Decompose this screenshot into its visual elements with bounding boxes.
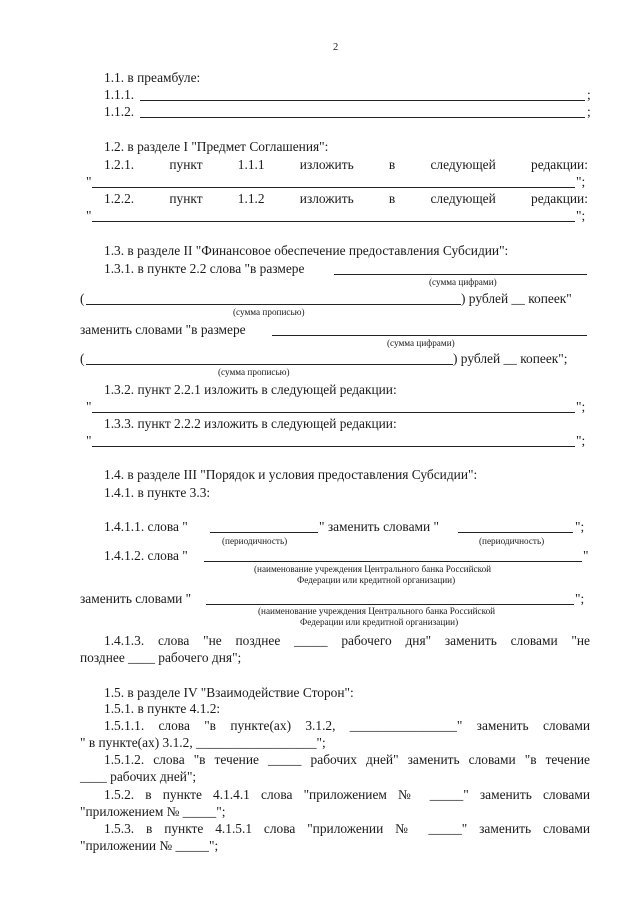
clause-1-1: 1.1. в преамбуле: xyxy=(104,70,201,85)
clause-1-4-1-1-end: "; xyxy=(575,519,585,534)
clause-1-2: 1.2. в разделе I "Предмет Соглашения": xyxy=(104,139,329,154)
clause-1-5-2-cont: "приложением № _____"; xyxy=(80,804,226,819)
word: изложить xyxy=(299,157,354,172)
clause-1-5-3: 1.5.3. в пункте 4.1.5.1 слова "приложении № _____" заменить словами xyxy=(104,821,590,836)
blank-1-1-1 xyxy=(140,100,585,101)
quote-close: "; xyxy=(576,174,586,189)
word: пункт xyxy=(169,157,203,172)
quote-close: "; xyxy=(575,591,585,606)
quote-close: "; xyxy=(576,208,586,223)
caption-bank-name-line2: Федерации или кредитной организации) xyxy=(300,617,459,627)
paren-open: ( xyxy=(80,351,85,366)
quote-close: " xyxy=(583,548,589,563)
word: следующей xyxy=(430,157,496,172)
replace-with-start: заменить словами " xyxy=(80,591,192,606)
clause-1-3-1: 1.3.1. в пункте 2.2 слова "в размере xyxy=(104,261,305,276)
blank-amount-digits xyxy=(334,274,587,275)
word: 1.2.1. xyxy=(104,157,135,172)
word: редакции: xyxy=(531,191,588,206)
clause-1-5-1-1: 1.5.1.1. слова "в пункте(ах) 3.1.2, ________________" заменить словами xyxy=(104,718,590,733)
clause-1-5-1: 1.5.1. в пункте 4.1.2: xyxy=(104,701,221,716)
blank-amount-words xyxy=(86,304,461,305)
caption-bank-name-line1: (наименование учреждения Центрального банка Российской xyxy=(254,564,492,574)
clause-1-2-1 xyxy=(104,157,588,173)
clause-1-3-3: 1.3.3. пункт 2.2.2 изложить в следующей редакции: xyxy=(104,416,397,431)
clause-1-1-1-number: 1.1.1. xyxy=(104,87,135,102)
caption-periodicity: (периодичность) xyxy=(222,536,288,546)
semicolon: ; xyxy=(587,104,591,119)
clause-1-4-1-1-mid: " заменить словами " xyxy=(319,519,439,534)
clause-1-3-2: 1.3.2. пункт 2.2.1 изложить в следующей редакции: xyxy=(104,382,397,397)
semicolon: ; xyxy=(587,87,591,102)
clause-1-1-2-number: 1.1.2. xyxy=(104,104,135,119)
blank-amount-digits xyxy=(272,335,587,336)
rubles-kopecks: ) рублей __ копеек" xyxy=(461,291,572,306)
caption-bank-name-line1: (наименование учреждения Центрального банка Российской xyxy=(258,606,496,616)
word: редакции: xyxy=(531,157,588,172)
blank-1-3-2 xyxy=(92,412,575,413)
quote-close: "; xyxy=(576,433,586,448)
quote-open: " xyxy=(86,433,92,448)
caption-amount-digits: (сумма цифрами) xyxy=(429,277,497,287)
clause-1-5-1-2: 1.5.1.2. слова "в течение _____ рабочих дней" заменить словами "в течение xyxy=(104,752,590,767)
quote-close: "; xyxy=(576,399,586,414)
clause-1-2-2 xyxy=(104,191,588,207)
clause-1-4-1-3: 1.4.1.3. слова "не позднее _____ рабочего дня" заменить словами "не xyxy=(104,633,590,648)
word: следующей xyxy=(430,191,496,206)
clause-1-5: 1.5. в разделе IV "Взаимодействие Сторон": xyxy=(104,685,354,700)
word: 1.1.2 xyxy=(237,191,265,206)
blank-1-2-2 xyxy=(92,221,575,222)
clause-1-4: 1.4. в разделе III "Порядок и условия предоставления Субсидии": xyxy=(104,467,478,482)
clause-1-5-1-2-cont: ____ рабочих дней"; xyxy=(80,769,197,784)
quote-open: " xyxy=(86,208,92,223)
rubles-kopecks: ) рублей __ копеек"; xyxy=(453,351,568,366)
quote-open: " xyxy=(86,399,92,414)
blank-bank-name xyxy=(206,604,574,605)
clause-1-4-1-3-cont: позднее ____ рабочего дня"; xyxy=(80,650,242,665)
blank-bank-name xyxy=(204,561,582,562)
blank-periodicity xyxy=(210,532,318,533)
caption-amount-words: (сумма прописью) xyxy=(218,367,290,377)
replace-with: заменить словами "в размере xyxy=(80,322,246,337)
word: в xyxy=(388,191,396,206)
clause-1-4-1-1-start: 1.4.1.1. слова " xyxy=(104,519,188,534)
word: 1.2.2. xyxy=(104,191,135,206)
blank-amount-words xyxy=(86,364,453,365)
blank-1-2-1 xyxy=(92,187,575,188)
paren-open: ( xyxy=(80,291,85,306)
blank-periodicity xyxy=(458,532,573,533)
caption-periodicity: (периодичность) xyxy=(479,536,545,546)
clause-1-3: 1.3. в разделе II "Финансовое обеспечение предоставления Субсидии": xyxy=(104,243,509,258)
caption-amount-digits: (сумма цифрами) xyxy=(387,338,455,348)
clause-1-5-1-1-cont: " в пункте(ах) 3.1.2, __________________"; xyxy=(80,735,326,750)
word: 1.1.1 xyxy=(237,157,265,172)
blank-1-3-3 xyxy=(92,446,575,447)
word: изложить xyxy=(299,191,354,206)
clause-1-4-1: 1.4.1. в пункте 3.3: xyxy=(104,485,211,500)
blank-1-1-2 xyxy=(140,117,585,118)
clause-1-5-3-cont: "приложении № _____"; xyxy=(80,838,219,853)
word: пункт xyxy=(169,191,203,206)
word: в xyxy=(388,157,396,172)
quote-open: " xyxy=(86,174,92,189)
page-number: 2 xyxy=(333,42,339,53)
caption-amount-words: (сумма прописью) xyxy=(233,307,305,317)
clause-1-5-2: 1.5.2. в пункте 4.1.4.1 слова "приложением № _____" заменить словами xyxy=(104,787,590,802)
clause-1-4-1-2-start: 1.4.1.2. слова " xyxy=(104,548,188,563)
caption-bank-name-line2: Федерации или кредитной организации) xyxy=(297,575,456,585)
